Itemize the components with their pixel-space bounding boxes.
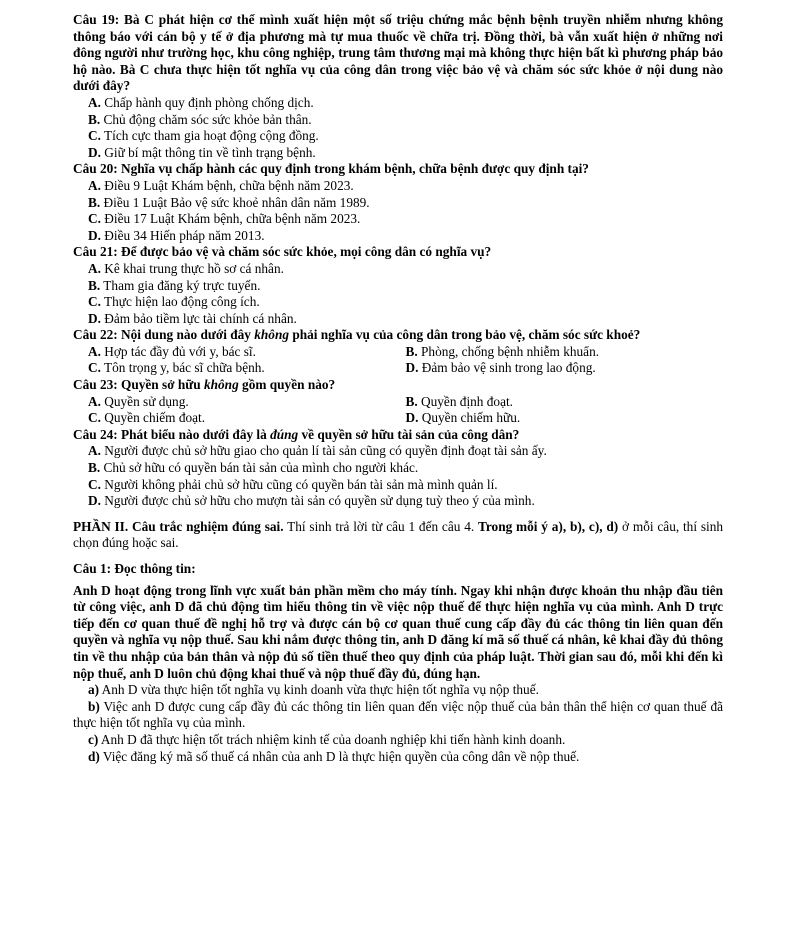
section-gap (73, 552, 723, 561)
option-24-b: B. Chủ sở hữu có quyền bán tài sản của mình cho người khác. (88, 460, 419, 476)
question-23-options-row-1 (73, 394, 723, 411)
option-20-c: C. Điều 17 Luật Khám bệnh, chữa bệnh năm 2023. (88, 211, 361, 227)
question-24: Câu 24: Phát biểu nào dưới đây là đúng về quyền sở hữu tài sản của công dân? (73, 426, 520, 442)
option-19-a: A. Chấp hành quy định phòng chống dịch. (88, 94, 314, 110)
question-23-options-row-2 (73, 410, 723, 427)
question-24-options (73, 443, 723, 509)
option-19-b: B. Chủ động chăm sóc sức khỏe bản thân. (88, 111, 312, 127)
question-19-options (73, 95, 723, 161)
question-20: Câu 20: Nghĩa vụ chấp hành các quy định trong khám bệnh, chữa bệnh được quy định tại? (73, 161, 589, 177)
statement-d: d) Việc đăng ký mã số thuế cá nhân của anh D là thực hiện quyền của công dân về nộp thuế. (88, 748, 580, 764)
section-gap (73, 510, 723, 519)
part-2-question-1-passage: Anh D hoạt động trong lĩnh vực xuất bản phần mềm cho máy tính. Ngay khi nhận được khoản thu nhập đầu tiên từ công việc, anh D đã chủ động tìm hiểu thông tin về việc nộp thuế để thực hiện nghĩa vụ của mình. Anh D trực tiếp đến cơ quan thuế đề nghị hỗ trợ và được cán bộ cơ quan thuế cung cấp đầy đủ các thông tin liên quan đến quyền và nghĩa vụ nộp thuế. Sau khi nắm được thông tin, anh D đăng kí mã số thuế cá nhân, kê khai đầy đủ thông tin về thu nhập của bản thân và nộp đủ số tiền thuế theo quy định của pháp luật. Thời gian sau đó, mỗi khi đến kì nộp thuế, anh D luôn chủ động khai thuế và nộp thuế đầy đủ, đúng hạn. (73, 582, 723, 681)
part-2-question-1-items (73, 682, 723, 765)
question-22-options-row-2 (73, 360, 723, 377)
option-19-d: D. Giữ bí mật thông tin về tình trạng bệnh. (88, 144, 316, 160)
part-2-instructions: PHẦN II. Câu trắc nghiệm đúng sai. Thí sinh trả lời từ câu 1 đến câu 4. Trong mỗi ý a), b), c), d) ở mỗi câu, thí sinh chọn đúng hoặc sai. (73, 518, 724, 551)
option-21-b: B. Tham gia đăng ký trực tuyến. (88, 277, 261, 293)
part-2-question-1-title: Câu 1: Đọc thông tin: (73, 561, 196, 576)
question-21: Câu 21: Để được bảo vệ và chăm sóc sức khỏe, mọi công dân có nghĩa vụ? (73, 244, 492, 260)
option-22-b: B. Phòng, chống bệnh nhiễm khuẩn. (405, 343, 600, 359)
option-21-d: D. Đảm bảo tiềm lực tài chính cá nhân. (88, 310, 297, 326)
option-20-d: D. Điều 34 Hiến pháp năm 2013. (88, 227, 265, 243)
option-23-b: B. Quyền định đoạt. (405, 393, 513, 409)
question-19: Câu 19: Bà C phát hiện cơ thể mình xuất hiện một số triệu chứng mắc bệnh bệnh truyền nhiễm nhưng không thông báo với cán bộ y tế ở địa phương mà tự mua thuốc về chữa trị. Đồng thời, bà vẫn xuất hiện ở những nơi đông người như trường học, khu công nghiệp, trung tâm thương mại mà không thực hiện bất kì phương pháp bảo hộ nào. Bà C chưa thực hiện tốt nghĩa vụ của công dân trong việc bảo vệ và chăm sóc sức khỏe ở nội dung nào dưới đây? (73, 12, 723, 94)
option-22-a: A. Hợp tác đầy đủ với y, bác sĩ. (88, 343, 256, 359)
option-22-d: D. Đảm bảo vệ sinh trong lao động. (405, 360, 596, 376)
option-24-c: C. Người không phải chủ sở hữu cũng có quyền bán tài sản mà mình quản lí. (88, 476, 498, 492)
statement-c: c) Anh D đã thực hiện tốt trách nhiệm kinh tế của doanh nghiệp khi tiến hành kinh doanh. (88, 731, 566, 747)
option-23-d: D. Quyền chiếm hữu. (405, 410, 521, 426)
option-21-a: A. Kê khai trung thực hồ sơ cá nhân. (88, 260, 284, 276)
question-22: Câu 22: Nội dung nào dưới đây không phải nghĩa vụ của công dân trong bảo vệ, chăm sóc sức khoẻ? (73, 327, 641, 343)
option-22-c: C. Tôn trọng y, bác sĩ chữa bệnh. (88, 360, 265, 376)
question-22-options-row-1 (73, 344, 723, 361)
option-23-a: A. Quyền sử dụng. (88, 393, 189, 409)
option-19-c: C. Tích cực tham gia hoạt động cộng đồng. (88, 128, 319, 144)
question-21-options (73, 261, 723, 327)
option-24-d: D. Người được chủ sở hữu cho mượn tài sản có quyền sử dụng tuỳ theo ý của mình. (88, 493, 535, 509)
option-20-b: B. Điều 1 Luật Bảo vệ sức khoẻ nhân dân năm 1989. (88, 194, 370, 210)
option-21-c: C. Thực hiện lao động công ích. (88, 294, 260, 310)
option-24-a: A. Người được chủ sở hữu giao cho quản lí tài sản cũng có quyền định đoạt tài sản ấy. (88, 443, 547, 459)
option-20-a: A. Điều 9 Luật Khám bệnh, chữa bệnh năm 2023. (88, 177, 354, 193)
statement-a: a) Anh D vừa thực hiện tốt nghĩa vụ kinh doanh vừa thực hiện tốt nghĩa vụ nộp thuế. (88, 682, 539, 698)
statement-b: b) Việc anh D được cung cấp đầy đủ các thông tin liên quan đến việc nộp thuế của bản thân thể hiện cơ quan thuế đã thực hiện tốt nghĩa vụ của mình. (73, 698, 723, 731)
question-23: Câu 23: Quyền sở hữu không gồm quyền nào? (73, 377, 336, 393)
question-20-options (73, 178, 723, 244)
option-23-c: C. Quyền chiếm đoạt. (88, 410, 206, 426)
